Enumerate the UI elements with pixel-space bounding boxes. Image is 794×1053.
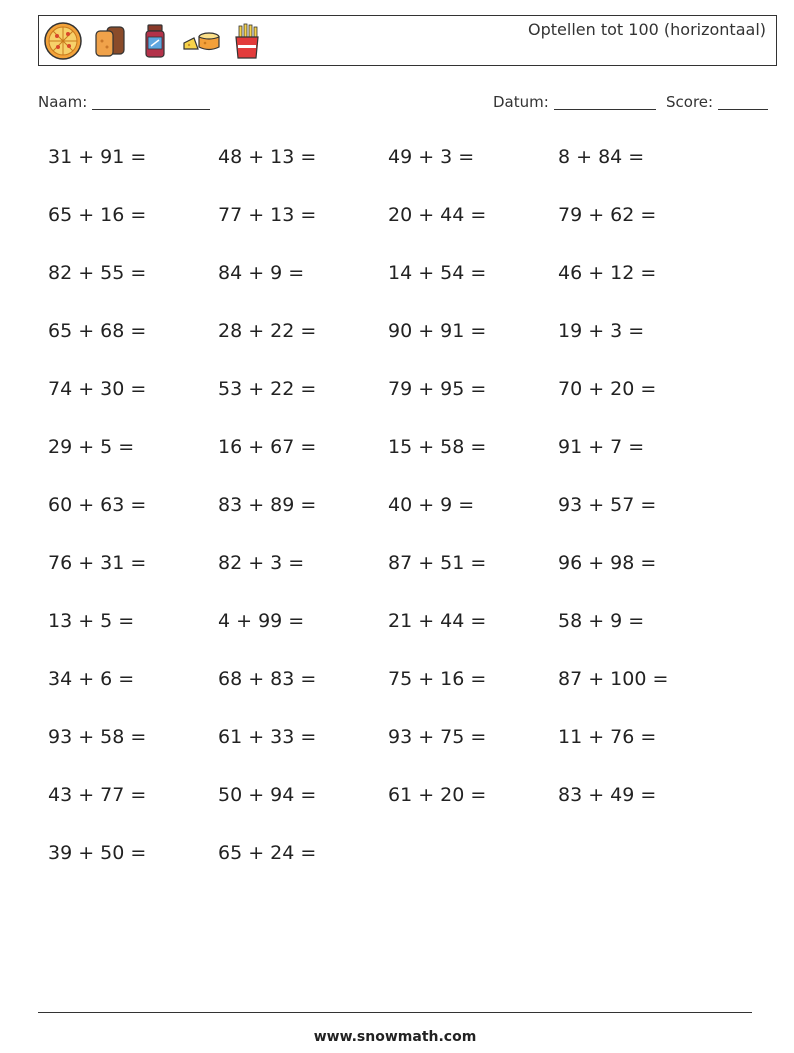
problem-item: 14 + 54 = — [388, 262, 487, 284]
problem-item: 70 + 20 = — [558, 378, 657, 400]
problem-item: 76 + 31 = — [48, 552, 147, 574]
problem-item: 60 + 63 = — [48, 494, 147, 516]
problem-item: 15 + 58 = — [388, 436, 487, 458]
problem-item: 49 + 3 = — [388, 146, 475, 168]
problem-item: 82 + 3 = — [218, 552, 305, 574]
pizza-icon — [43, 21, 83, 61]
problem-item: 61 + 33 = — [218, 726, 317, 748]
problem-item: 50 + 94 = — [218, 784, 317, 806]
problem-item: 29 + 5 = — [48, 436, 135, 458]
score-label: Score: — [666, 93, 714, 111]
footer-url: www.snowmath.com — [313, 1029, 477, 1045]
problem-item: 93 + 57 = — [558, 494, 657, 516]
problem-item: 13 + 5 = — [48, 610, 135, 632]
problem-item: 79 + 95 = — [388, 378, 487, 400]
name-label: Naam: — [38, 93, 88, 111]
name-line — [92, 93, 210, 110]
problem-item: 31 + 91 = — [48, 146, 147, 168]
problem-item: 40 + 9 = — [388, 494, 475, 516]
problem-item: 65 + 24 = — [218, 842, 317, 864]
score-field — [666, 93, 768, 111]
problem-item: 90 + 91 = — [388, 320, 487, 342]
problem-item: 83 + 89 = — [218, 494, 317, 516]
problem-item: 39 + 50 = — [48, 842, 147, 864]
problem-item: 65 + 68 = — [48, 320, 147, 342]
problem-item: 61 + 20 = — [388, 784, 487, 806]
problem-item: 77 + 13 = — [218, 204, 317, 226]
fries-icon — [227, 21, 267, 61]
problem-item: 46 + 12 = — [558, 262, 657, 284]
date-line — [554, 93, 656, 110]
problem-item: 79 + 62 = — [558, 204, 657, 226]
name-field — [38, 93, 210, 111]
problem-item: 21 + 44 = — [388, 610, 487, 632]
footer-divider — [38, 1012, 752, 1013]
problem-item: 11 + 76 = — [558, 726, 657, 748]
jam-jar-icon — [135, 21, 175, 61]
problem-item: 53 + 22 = — [218, 378, 317, 400]
problem-item: 91 + 7 = — [558, 436, 645, 458]
problem-item: 68 + 83 = — [218, 668, 317, 690]
worksheet-header — [38, 15, 777, 66]
bread-icon — [89, 21, 129, 61]
problem-item: 34 + 6 = — [48, 668, 135, 690]
problem-item: 96 + 98 = — [558, 552, 657, 574]
date-field — [493, 93, 656, 111]
problem-item: 48 + 13 = — [218, 146, 317, 168]
problem-item: 87 + 100 = — [558, 668, 669, 690]
problem-item: 74 + 30 = — [48, 378, 147, 400]
cheese-icon — [181, 21, 221, 61]
problem-item: 28 + 22 = — [218, 320, 317, 342]
problem-item: 83 + 49 = — [558, 784, 657, 806]
problem-item: 82 + 55 = — [48, 262, 147, 284]
problem-item: 4 + 99 = — [218, 610, 305, 632]
problem-item: 75 + 16 = — [388, 668, 487, 690]
problem-item: 16 + 67 = — [218, 436, 317, 458]
problem-item: 43 + 77 = — [48, 784, 147, 806]
problem-item: 65 + 16 = — [48, 204, 147, 226]
icon-strip — [43, 21, 267, 61]
score-line — [718, 93, 768, 110]
problem-item: 20 + 44 = — [388, 204, 487, 226]
problem-item: 8 + 84 = — [558, 146, 645, 168]
problem-item: 58 + 9 = — [558, 610, 645, 632]
problem-item: 87 + 51 = — [388, 552, 487, 574]
worksheet-title: Optellen tot 100 (horizontaal) — [528, 20, 766, 39]
problem-item: 84 + 9 = — [218, 262, 305, 284]
problem-item: 93 + 58 = — [48, 726, 147, 748]
date-label: Datum: — [493, 93, 549, 111]
problem-item: 93 + 75 = — [388, 726, 487, 748]
problem-item: 19 + 3 = — [558, 320, 645, 342]
